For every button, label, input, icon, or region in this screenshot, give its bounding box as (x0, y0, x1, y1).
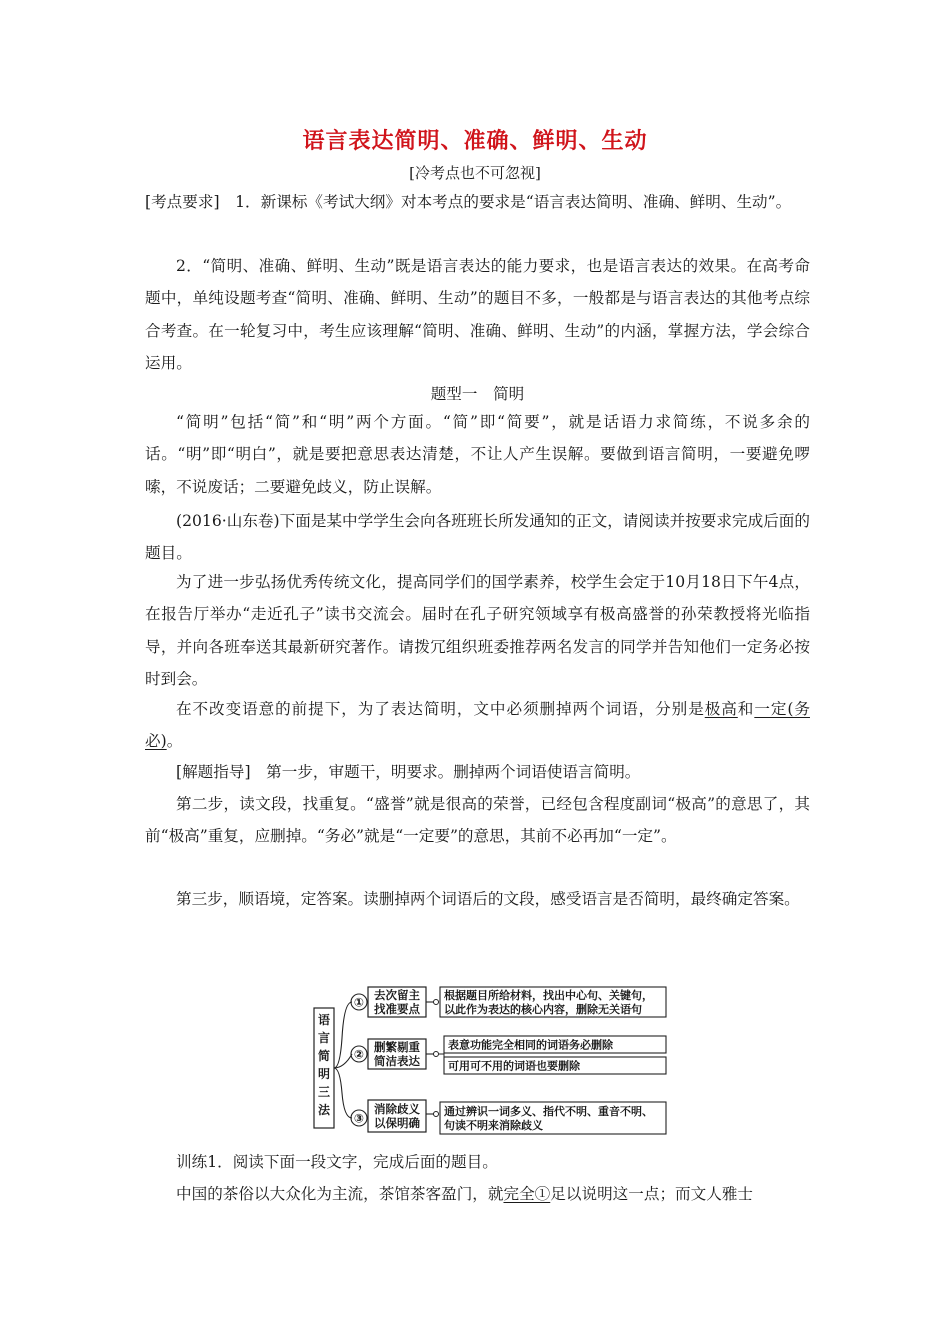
page-title: 语言表达简明、准确、鲜明、生动 (302, 129, 648, 154)
svg-text:通过辨识一词多义、指代不明、重音不明、: 通过辨识一词多义、指代不明、重音不明、 (444, 1105, 653, 1118)
guide-step3: 第三步，顺语境，定答案。读删掉两个词语后的文段，感受语言是否简明，最终确定答案。 (176, 890, 800, 908)
guide-step2: 第二步，读文段，找重复。“盛誉”就是很高的荣誉，已经包含程度副词“极高”的意思了，其前“极高”重复，应删掉。“务必”就是“一定要”的意思，其前不必再加“一定”。 (145, 795, 810, 846)
svg-text:以保明确: 以保明确 (374, 1116, 420, 1130)
section-intro: “简明”包括“简”和“明”两个方面。“简”即“简要”，就是话语力求简练，不说多余的话。“明”即“明白”，就是要把意思表达清楚，不让人产生误解。要做到语言简明，一要避免啰嗦，不说废话；二要避免歧义，防止误解。 (145, 413, 810, 496)
svg-text:①: ① (353, 995, 365, 1010)
diagram-branch-1 (351, 987, 666, 1017)
svg-text:法: 法 (317, 1103, 331, 1117)
svg-text:消除歧义: 消除歧义 (374, 1102, 420, 1116)
requirements-tag: [考点要求] (145, 193, 220, 211)
answer-2: 一定(务必) (145, 700, 810, 751)
svg-text:根据题目所给材料，找出中心句、关键句，: 根据题目所给材料，找出中心句、关键句， (444, 989, 653, 1002)
guide-tag: [解题指导] (176, 763, 251, 781)
svg-text:以此作为表达的核心内容，删除无关语句: 以此作为表达的核心内容，删除无关语句 (444, 1003, 642, 1016)
svg-text:语: 语 (317, 1013, 331, 1027)
section-heading: 题型一 简明 (430, 385, 525, 403)
svg-text:简洁表达: 简洁表达 (374, 1054, 420, 1068)
exercise-heading: 训练1．阅读下面一段文字，完成后面的题目。 (176, 1153, 498, 1171)
guide-step1: [解题指导] 第一步，审题干，明要求。删掉两个词语使语言简明。 (176, 763, 641, 781)
method-diagram (308, 978, 670, 1138)
page-subtitle: [冷考点也不可忽视] (409, 164, 541, 182)
svg-text:删繁剔重: 删繁剔重 (374, 1040, 420, 1054)
svg-text:句读不明来消除歧义: 句读不明来消除歧义 (444, 1119, 543, 1132)
svg-text:③: ③ (353, 1111, 365, 1126)
example-prompt: (2016·山东卷)下面是某中学学生会向各班班长所发通知的正文，请阅读并按要求完成后面的题目。 (145, 512, 810, 563)
diagram-branch-2 (351, 1036, 666, 1074)
question-text: 在不改变语意的前提下，为了表达简明，文中必须删掉两个词语，分别是极高和一定(务必)。 (145, 700, 810, 751)
diagram-root-label (318, 1012, 331, 1117)
svg-text:②: ② (353, 1047, 365, 1062)
svg-text:明: 明 (317, 1067, 331, 1081)
svg-text:找准要点: 找准要点 (374, 1002, 420, 1016)
svg-text:三: 三 (317, 1085, 331, 1099)
svg-text:言: 言 (317, 1031, 331, 1045)
exercise-text: 中国的茶俗以大众化为主流，茶馆茶客盈门，就完全①足以说明这一点；而文人雅士 (176, 1185, 754, 1203)
requirements-item2: 2．“简明、准确、鲜明、生动”既是语言表达的能力要求，也是语言表达的效果。在高考命题中，单纯设题考查“简明、准确、鲜明、生动”的题目不多，一般都是与语言表达的其他考点综合考查。在一轮复习中，考生应该理解“简明、准确、鲜明、生动”的内涵，掌握方法，学会综合运用。 (145, 257, 810, 373)
requirements-item1: [考点要求] 1．新课标《考试大纲》对本考点的要求是“语言表达简明、准确、鲜明、生动”。 (145, 193, 792, 211)
svg-text:可用可不用的词语也要删除: 可用可不用的词语也要删除 (448, 1059, 580, 1073)
answer-1: 极高 (704, 700, 738, 718)
svg-text:简: 简 (317, 1049, 331, 1063)
svg-text:去次留主: 去次留主 (374, 988, 420, 1002)
diagram-branch-3 (351, 1100, 666, 1134)
notice-text: 为了进一步弘扬优秀传统文化，提高同学们的国学素养，校学生会定于10月18日下午4点，在报告厅举办“走近孔子”读书交流会。届时在孔子研究领域享有极高盛誉的孙荣教授将光临指导，并向各班奉送其最新研究著作。请拨冗组织班委推荐两名发言的同学并告知他们一定务必按时到会。 (145, 573, 810, 689)
exercise-underlined: 完全① (503, 1185, 551, 1203)
svg-text:表意功能完全相同的词语务必删除: 表意功能完全相同的词语务必删除 (448, 1038, 613, 1052)
